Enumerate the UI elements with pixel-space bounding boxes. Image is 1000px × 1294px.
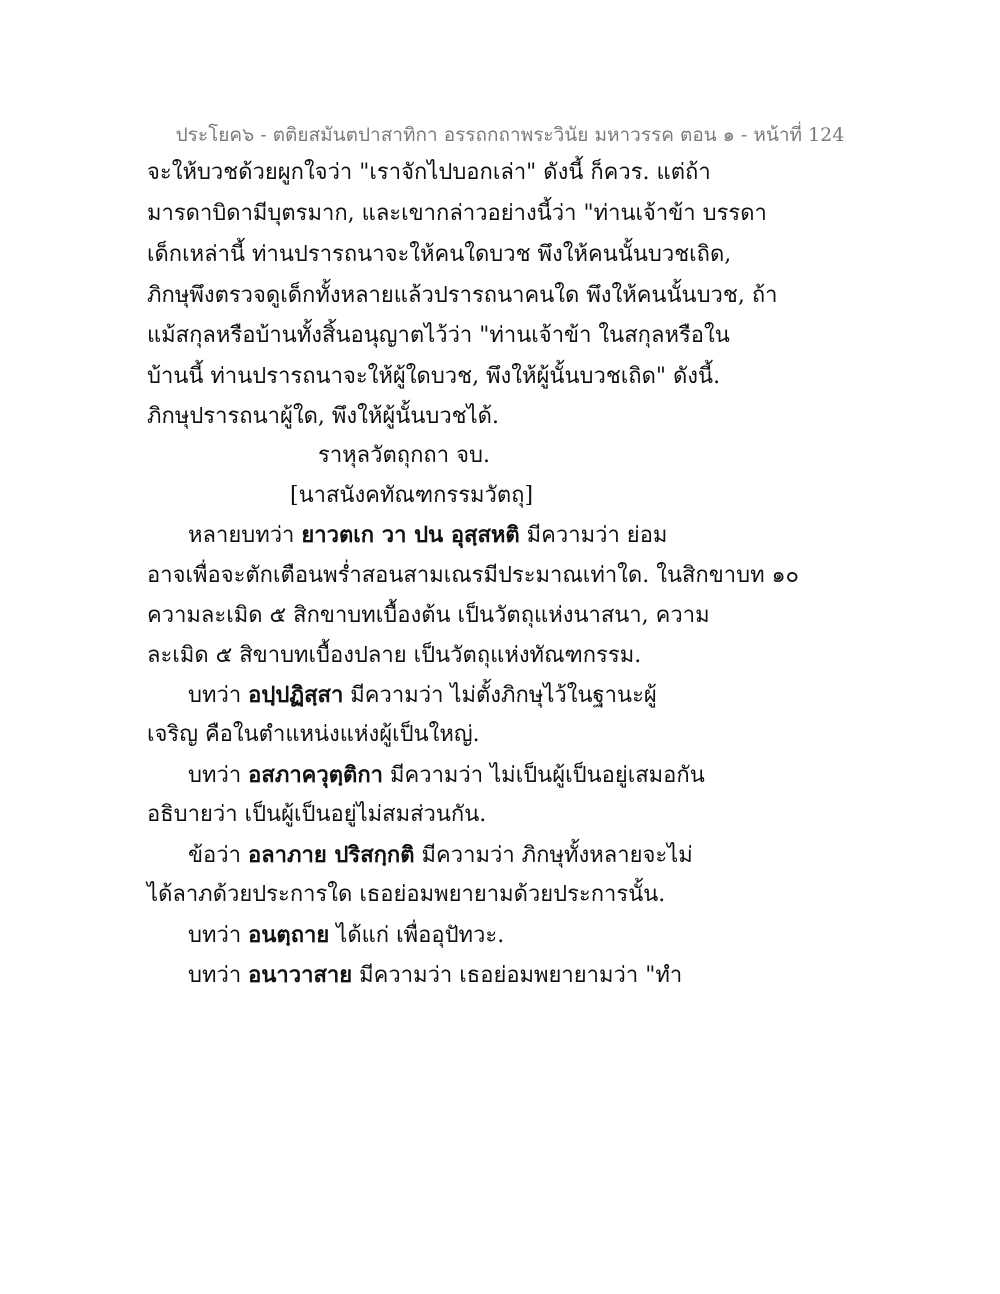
text-run: บทว่า bbox=[188, 963, 249, 988]
text-run: มีความว่า เธอย่อมพยายามว่า "ทำ bbox=[352, 963, 683, 988]
text-run: ข้อว่า bbox=[188, 843, 248, 868]
pali-term: อนตฺถาย bbox=[248, 922, 330, 948]
text-run: บทว่า bbox=[188, 683, 249, 708]
text-line bbox=[188, 920, 504, 951]
text-line bbox=[188, 760, 705, 791]
text-line: มารดาบิดามีบุตรมาก, และเขากล่าวอย่างนี้ว่า "ท่านเจ้าข้า บรรดา bbox=[147, 201, 767, 226]
text-line bbox=[188, 520, 667, 551]
pali-term: อสภาควุตฺติกา bbox=[248, 762, 383, 788]
text-run: มีความว่า ภิกษุทั้งหลายจะไม่ bbox=[414, 843, 693, 868]
pali-term: ยาวตเก วา ปน อุสฺสหติ bbox=[301, 522, 520, 548]
pali-term: อนาวาสาย bbox=[248, 962, 353, 988]
text-line: อาจเพื่อจะตักเตือนพร่ำสอนสามเณรมีประมาณเท่าใด. ในสิกขาบท ๑๐ bbox=[147, 563, 799, 588]
text-run: มีความว่า ย่อม bbox=[519, 523, 668, 548]
text-line: จะให้บวชด้วยผูกใจว่า "เราจักไปบอกเล่า" ดังนี้ ก็ควร. แต่ถ้า bbox=[147, 160, 711, 185]
pali-term: อลาภาย ปริสกฺกติ bbox=[247, 842, 415, 868]
text-line: อธิบายว่า เป็นผู้เป็นอยู่ไม่สมส่วนกัน. bbox=[147, 802, 487, 827]
text-run: หลายบทว่า bbox=[188, 523, 302, 548]
text-run: บทว่า bbox=[188, 923, 249, 948]
text-run: ได้แก่ เพื่ออุปัทวะ. bbox=[329, 923, 505, 948]
section-end: ราหุลวัตถุกถา จบ. bbox=[318, 443, 490, 468]
text-line: เด็กเหล่านี้ ท่านปรารถนาจะให้คนใดบวช พึงให้คนนั้นบวชเถิด, bbox=[147, 242, 732, 267]
text-run: มีความว่า ไม่เป็นผู้เป็นอยู่เสมอกัน bbox=[383, 763, 705, 788]
text-line bbox=[188, 840, 693, 871]
text-run: บทว่า bbox=[188, 763, 249, 788]
text-line: แม้สกุลหรือบ้านทั้งสิ้นอนุญาตไว้ว่า "ท่านเจ้าข้า ในสกุลหรือใน bbox=[147, 323, 730, 348]
text-line: ภิกษุปรารถนาผู้ใด, พึงให้ผู้นั้นบวชได้. bbox=[147, 404, 499, 429]
text-line: ความละเมิด ๕ สิกขาบทเบื้องต้น เป็นวัตถุแห่งนาสนา, ความ bbox=[147, 603, 710, 628]
text-run: มีความว่า ไม่ตั้งภิกษุไว้ในฐานะผู้ bbox=[343, 683, 657, 708]
pali-term: อปฺปฏิสฺสา bbox=[248, 682, 344, 708]
text-line: ได้ลาภด้วยประการใด เธอย่อมพยายามด้วยประการนั้น. bbox=[147, 882, 666, 907]
page-header: ประโยค๖ - ตติยสมันตปาสาทิกา อรรถกถาพระวินัย มหาวรรค ตอน ๑ - หน้าที่ 124 bbox=[175, 124, 845, 146]
text-line bbox=[188, 680, 657, 711]
section-title: [นาสนังคทัณฑกรรมวัตถุ] bbox=[290, 483, 534, 508]
text-line: ละเมิด ๕ สิขาบทเบื้องปลาย เป็นวัตถุแห่งทัณฑกรรม. bbox=[147, 643, 642, 668]
text-line: เจริญ คือในตำแหน่งแห่งผู้เป็นใหญ่. bbox=[147, 722, 480, 747]
text-line: ภิกษุพึงตรวจดูเด็กทั้งหลายแล้วปรารถนาคนใด พึงให้คนนั้นบวช, ถ้า bbox=[147, 283, 778, 308]
text-line: บ้านนี้ ท่านปรารถนาจะให้ผู้ใดบวช, พึงให้ผู้นั้นบวชเถิด" ดังนี้. bbox=[147, 364, 721, 389]
text-line bbox=[188, 960, 682, 991]
